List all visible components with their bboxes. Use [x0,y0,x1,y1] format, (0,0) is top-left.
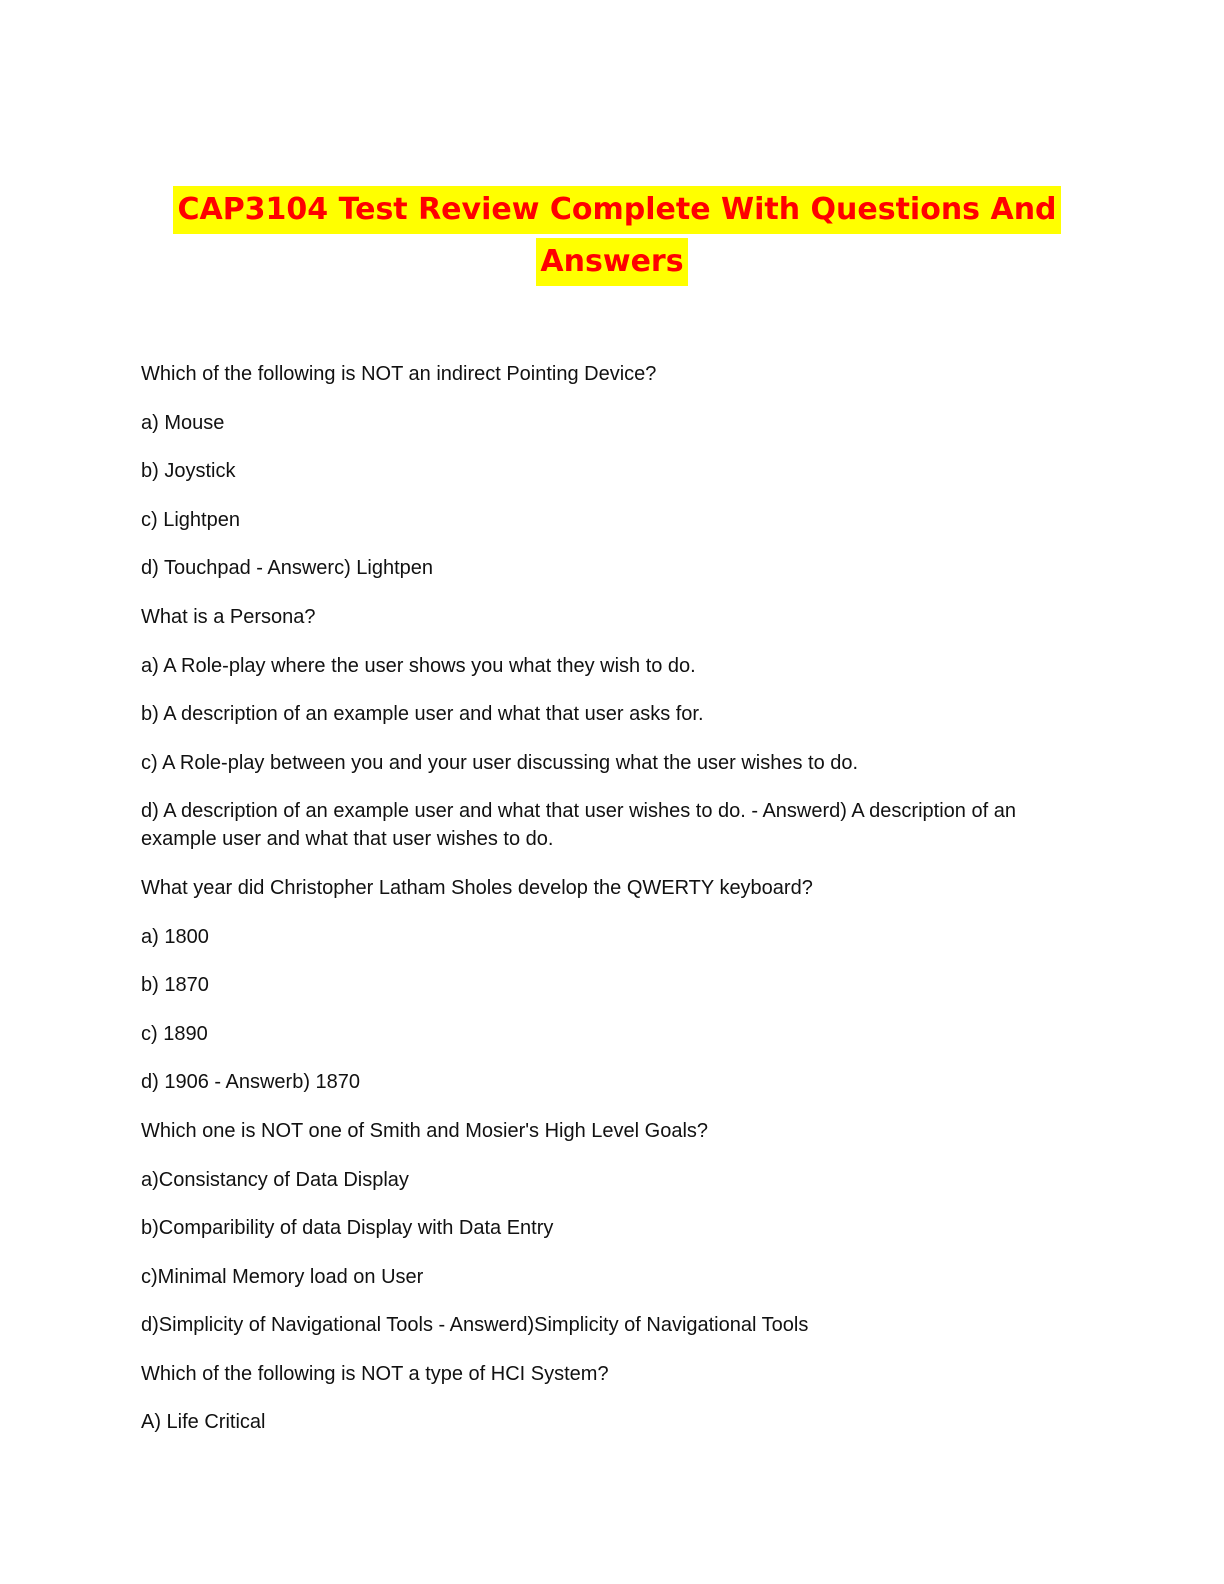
answer-option: b)Comparibility of data Display with Data Entry [141,1217,554,1240]
question-text: What year did Christopher Latham Sholes develop the QWERTY keyboard? [141,876,813,899]
answer-option: b) 1870 [141,974,209,997]
answer-option: a) A Role-play where the user shows you what they wish to do. [141,654,696,677]
answer-option: c)Minimal Memory load on User [141,1265,424,1288]
answer-option: a) 1800 [141,925,209,948]
answer-option: a) Mouse [141,411,225,434]
title-line-2: Answers [536,238,687,286]
answer-option-with-answer: d) A description of an example user and what that user wishes to do. - Answerd) A description of an example user and what that user wishes to do. [141,800,1016,851]
question-text: What is a Persona? [141,605,316,628]
question-text: Which of the following is NOT an indirect Pointing Device? [141,363,657,385]
answer-option: a)Consistancy of Data Display [141,1168,409,1191]
question-text: Which one is NOT one of Smith and Mosier's High Level Goals? [141,1119,709,1142]
answer-option-with-answer: d)Simplicity of Navigational Tools - Answerd)Simplicity of Navigational Tools [141,1314,809,1337]
document-title [0,186,1224,290]
question-text: Which of the following is NOT a type of HCI System? [141,1362,609,1385]
document-body [141,360,1021,1457]
answer-option: b) A description of an example user and what that user asks for. [141,703,704,726]
answer-option: b) Joystick [141,460,236,483]
answer-option-with-answer: d) Touchpad - Answerc) Lightpen [141,557,434,580]
answer-option: c) Lightpen [141,508,240,531]
answer-option: c) A Role-play between you and your user discussing what the user wishes to do. [141,751,859,774]
answer-option: c) 1890 [141,1022,208,1045]
answer-option-with-answer: d) 1906 - Answerb) 1870 [141,1071,361,1094]
answer-option: A) Life Critical [141,1411,266,1434]
title-line-1: CAP3104 Test Review Complete With Questions And [173,186,1060,234]
